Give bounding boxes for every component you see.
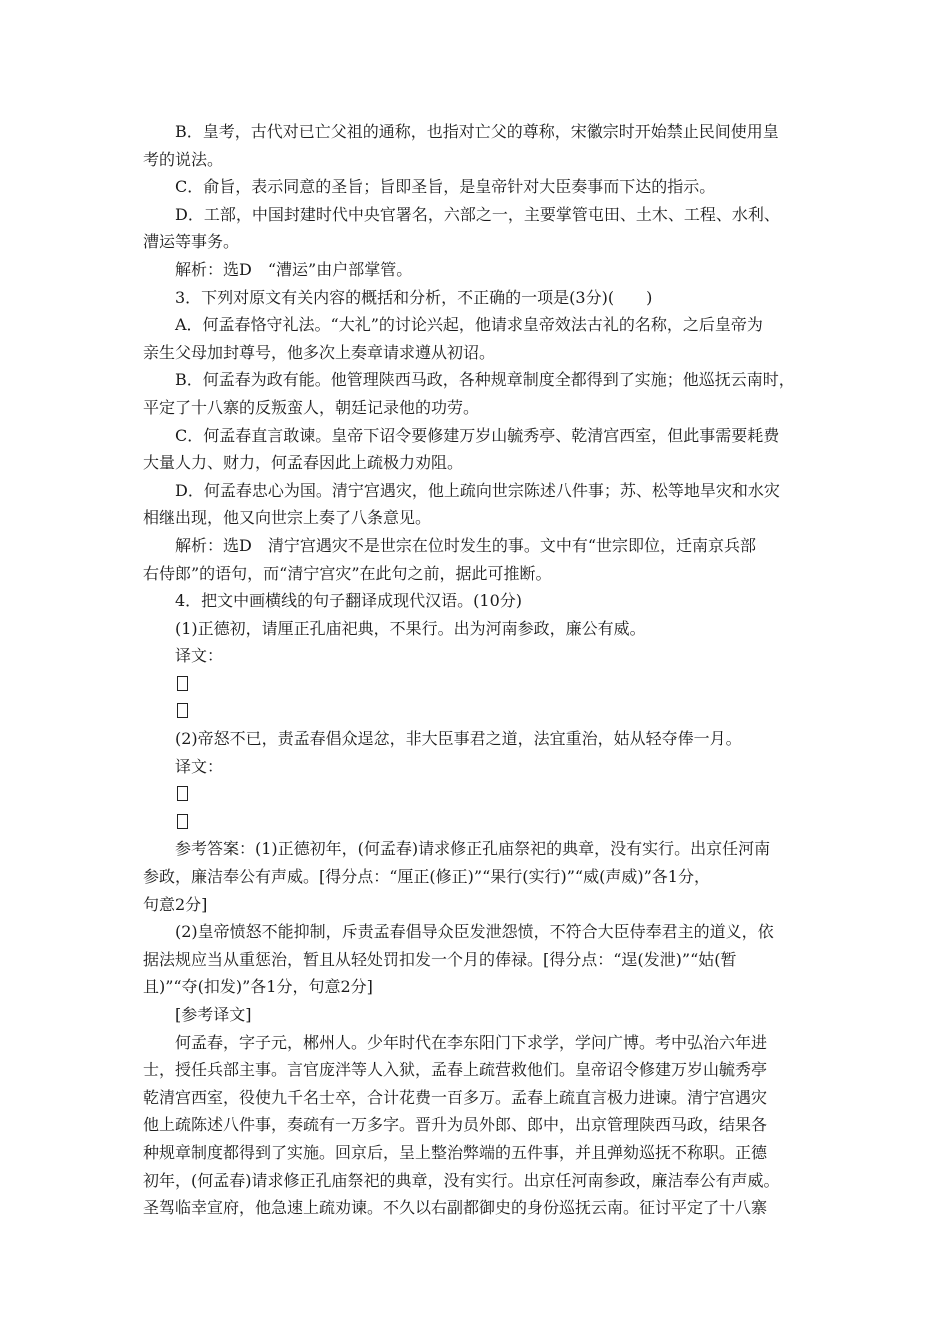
q3-option-c-line-2: 大量人力、财力，何孟春因此上疏极力劝阻。 <box>143 453 464 473</box>
reference-answer-1-line-1: 参考答案：(1)正德初年，(何孟春)请求修正孔庙祭祀的典章，没有实行。出京任河南 <box>175 839 771 859</box>
q3-question: 3．下列对原文有关内容的概括和分析，不正确的一项是(3分)( ) <box>175 287 653 307</box>
q3-option-a-line-2: 亲生父母加封尊号，他多次上奏章请求遵从初诏。 <box>143 342 496 362</box>
option-b-line-1: B．皇考，古代对已亡父祖的通称，也指对亡父的尊称，宋徽宗时开始禁止民间使用皇 <box>175 122 779 141</box>
q3-analysis-line-1: 解析：选D 清宁宫遇灾不是世宗在位时发生的事。文中有“世宗即位，迁南京兵部 <box>175 535 757 555</box>
translation-paragraph-line-4: 他上疏陈述八件事，奏疏有一万多字。晋升为员外郎、郎中，出京管理陕西马政，结果各 <box>143 1115 768 1135</box>
option-d-line-1: D．工部，中国封建时代中央官署名，六部之一，主要掌管屯田、土木、工程、水利、 <box>175 204 780 224</box>
translation-paragraph-line-2: 士，授任兵部主事。言官庞泮等人入狱，孟春上疏营救他们。皇帝诏令修建万岁山毓秀亭 <box>143 1060 768 1080</box>
document-page <box>143 118 823 1222</box>
q2-analysis: 解析：选D “漕运”由户部掌管。 <box>175 259 413 279</box>
option-c-line: C．俞旨，表示同意的圣旨；旨即圣旨，是皇帝针对大臣奏事而下达的指示。 <box>175 177 716 197</box>
blank-box-icon <box>177 786 188 801</box>
q3-option-a-line-1: A．何孟春恪守礼法。“大礼”的讨论兴起，他请求皇帝效法古礼的名称，之后皇帝为 <box>175 315 763 335</box>
translation-label-2: 译文： <box>175 756 224 776</box>
reference-answer-2-line-2: 据法规应当从重惩治，暂且从轻处罚扣发一个月的俸禄。[得分点：“逞(发泄)”“姑(暂 <box>143 949 737 969</box>
q3-option-c-line-1: C．何孟春直言敢谏。皇帝下诏令要修建万岁山毓秀亭、乾清宫西室，但此事需要耗费 <box>175 425 780 445</box>
blank-box-icon <box>177 676 188 691</box>
translation-paragraph-line-1: 何孟春，字子元，郴州人。少年时代在李东阳门下求学，学问广博。考中弘治六年进 <box>175 1032 768 1052</box>
translation-paragraph-line-7: 圣驾临幸宣府，他急速上疏劝谏。不久以右副都御史的身份巡抚云南。征讨平定了十八寨 <box>143 1198 768 1218</box>
q3-option-b-line-1: B．何孟春为政有能。他管理陕西马政，各种规章制度全都得到了实施；他巡抚云南时， <box>175 370 795 390</box>
q3-option-d-line-2: 相继出现，他又向世宗上奏了八条意见。 <box>143 508 432 528</box>
reference-answer-1-line-2: 参政，廉洁奉公有声威。[得分点：“厘正(修正)”“果行(实行)”“威(声威)”各1分， <box>143 867 710 887</box>
answer-blank-4 <box>143 808 823 836</box>
q3-option-b-line-2: 平定了十八寨的反叛蛮人，朝廷记录他的功劳。 <box>143 397 480 417</box>
option-b-line-2: 考的说法。 <box>143 149 224 169</box>
reference-answer-1-line-3: 句意2分] <box>143 894 208 914</box>
q3-analysis-line-2: 右侍郎”的语句，而“清宁宫灾”在此句之前，据此可推断。 <box>143 563 552 583</box>
answer-blank-2 <box>143 697 823 725</box>
q4-sentence-2: (2)帝怒不已，责孟春倡众逞忿，非大臣事君之道，法宜重治，姑从轻夺俸一月。 <box>175 729 742 749</box>
answer-blank-3 <box>143 780 823 808</box>
reference-translation-heading: [参考译文] <box>175 1005 252 1024</box>
q4-sentence-1: (1)正德初，请厘正孔庙祀典，不果行。出为河南参政，廉公有威。 <box>175 618 646 638</box>
translation-paragraph-line-3: 乾清宫西室，役使九千名士卒，合计花费一百多万。孟春上疏直言极力进谏。清宁宫遇灾 <box>143 1087 768 1107</box>
q4-question: 4．把文中画横线的句子翻译成现代汉语。(10分) <box>175 591 523 611</box>
blank-box-icon <box>177 814 188 829</box>
translation-paragraph-line-6: 初年，(何孟春)请求修正孔庙祭祀的典章，没有实行。出京任河南参政，廉洁奉公有声威。 <box>143 1170 780 1190</box>
q3-option-d-line-1: D．何孟春忠心为国。清宁宫遇灾，他上疏向世宗陈述八件事；苏、松等地旱灾和水灾 <box>175 480 780 500</box>
reference-answer-2-line-3: 且)”“夺(扣发)”各1分，句意2分] <box>143 977 373 997</box>
translation-paragraph-line-5: 种规章制度都得到了实施。回京后，呈上整治弊端的五件事，并且弹劾巡抚不称职。正德 <box>143 1142 768 1162</box>
option-d-line-2: 漕运等事务。 <box>143 232 240 252</box>
blank-box-icon <box>177 703 188 718</box>
answer-blank-1 <box>143 670 823 698</box>
translation-label-1: 译文： <box>175 646 224 666</box>
reference-answer-2-line-1: (2)皇帝愤怒不能抑制，斥责孟春倡导众臣发泄怨愤，不符合大臣侍奉君主的道义，依 <box>175 922 774 942</box>
